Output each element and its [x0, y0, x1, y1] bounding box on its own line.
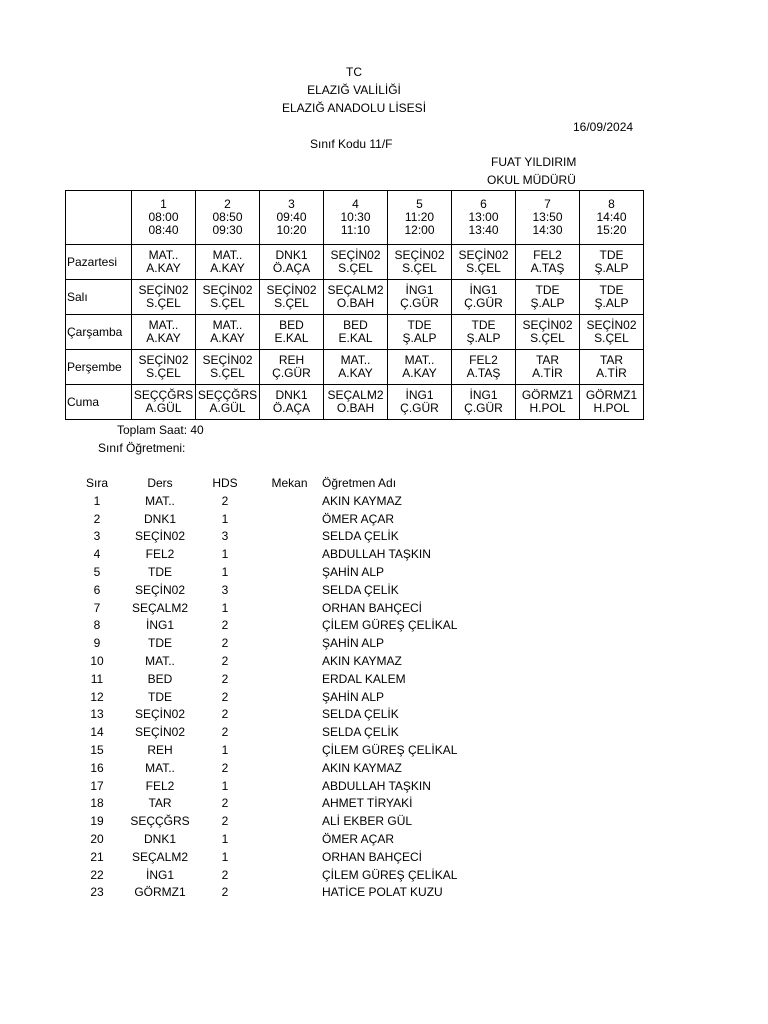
lesson-subject: İNG1: [405, 388, 434, 402]
lesson-list-sira: 14: [90, 725, 104, 740]
lesson-teacher: A.KAY: [146, 331, 181, 345]
lesson-cell: [580, 385, 644, 420]
period-end: 15:20: [596, 223, 627, 237]
lesson-list-sira: 6: [93, 582, 101, 597]
lesson-list-ders: SEÇALM2: [131, 849, 189, 864]
lesson-teacher: S.ÇEL: [530, 331, 565, 345]
lesson-cell: [324, 315, 388, 350]
lesson-teacher: E.KAL: [338, 331, 373, 345]
period-end: 13:40: [468, 223, 499, 237]
lesson-cell: [132, 385, 196, 420]
lesson-list-sira: 18: [90, 796, 104, 811]
lesson-list-ders: GÖRMZ1: [134, 885, 186, 900]
period-num: 3: [288, 197, 295, 211]
lesson-list-hds: 3: [221, 582, 229, 597]
lesson-cell: [388, 245, 452, 280]
period-start: 13:00: [468, 210, 499, 224]
lesson-cell: [196, 245, 260, 280]
lesson-list-ogretmen: SELDA ÇELİK: [322, 707, 399, 722]
lesson-list-ogretmen: SELDA ÇELİK: [322, 582, 399, 597]
lesson-teacher: Ş.ALP: [530, 296, 565, 310]
lesson-list-hds: 2: [221, 725, 229, 740]
lesson-teacher: S.ÇEL: [402, 261, 437, 275]
lesson-cell: [260, 280, 324, 315]
lesson-list-row: [0, 778, 768, 796]
period-end: 09:30: [212, 223, 243, 237]
lesson-subject: İNG1: [469, 388, 498, 402]
lesson-cell: [516, 280, 580, 315]
lesson-list-ogretmen: ŞAHİN ALP: [322, 689, 385, 704]
lesson-list-ders: DNK1: [143, 831, 176, 846]
period-header-1: [132, 191, 196, 245]
lesson-subject: MAT..: [340, 353, 371, 367]
lesson-teacher: A.KAY: [210, 261, 245, 275]
lesson-list-ders: TDE: [148, 689, 172, 704]
lesson-teacher: A.TİR: [596, 366, 627, 380]
lesson-subject: MAT..: [212, 318, 243, 332]
period-num: 4: [352, 197, 359, 211]
lesson-teacher: S.ÇEL: [210, 296, 245, 310]
lesson-teacher: Ç.GÜR: [464, 296, 503, 310]
lesson-list-sira: 15: [90, 742, 104, 757]
lesson-list-hds: 2: [221, 707, 229, 722]
lesson-list-ogretmen: AKIN KAYMAZ: [322, 760, 402, 775]
lesson-cell: [260, 385, 324, 420]
timetable-row-1: [66, 280, 644, 315]
lesson-list-hds: 1: [221, 564, 229, 579]
class-code: Sınıf Kodu 11/F: [310, 137, 393, 151]
timetable-header-row: [66, 191, 644, 245]
lesson-teacher: A.KAY: [402, 366, 437, 380]
lesson-list-sira: 21: [90, 849, 104, 864]
lesson-subject: MAT..: [148, 248, 179, 262]
lesson-list-hds: 2: [221, 796, 229, 811]
lesson-cell: [580, 280, 644, 315]
timetable-row-4: [66, 385, 644, 420]
period-end: 14:30: [532, 223, 563, 237]
lesson-list-row: [0, 617, 768, 635]
lesson-cell: [260, 245, 324, 280]
lesson-list-sira: 9: [93, 636, 101, 651]
lesson-subject: SEÇİN02: [458, 248, 509, 262]
lesson-list-hds: 2: [221, 689, 229, 704]
lesson-subject: SEÇİN02: [266, 283, 317, 297]
lesson-list-row: [0, 724, 768, 742]
lesson-list-ders: İNG1: [145, 618, 174, 633]
weekly-timetable: [65, 190, 644, 420]
lesson-teacher: S.ÇEL: [338, 261, 373, 275]
lesson-list-row: [0, 795, 768, 813]
lesson-subject: DNK1: [275, 248, 308, 262]
period-end: 08:40: [148, 223, 179, 237]
lesson-teacher: S.ÇEL: [210, 366, 245, 380]
lesson-cell: [580, 350, 644, 385]
period-num: 1: [160, 197, 167, 211]
lesson-subject: TAR: [535, 353, 560, 367]
lesson-list-ogretmen: AKIN KAYMAZ: [322, 653, 402, 668]
lesson-list-row: [0, 564, 768, 582]
period-start: 11:20: [404, 210, 435, 224]
lesson-list-ogretmen: HATİCE POLAT KUZU: [322, 885, 443, 900]
lesson-list-sira: 23: [90, 885, 104, 900]
lesson-list-ders: SEÇİN02: [134, 725, 186, 740]
lesson-list-sira: 20: [90, 831, 104, 846]
col-header-hds: HDS: [212, 476, 238, 490]
lesson-list-ders: SEÇİN02: [134, 529, 186, 544]
lesson-subject: GÖRMZ1: [521, 388, 574, 402]
header-line-valilik: ELAZIĞ VALİLİĞİ: [307, 83, 401, 97]
period-num: 2: [224, 197, 231, 211]
lesson-list-sira: 3: [93, 529, 101, 544]
lesson-subject: GÖRMZ1: [585, 388, 638, 402]
period-end: 10:20: [276, 223, 307, 237]
lesson-list-ogretmen: AKIN KAYMAZ: [322, 493, 402, 508]
lesson-list-hds: 2: [221, 493, 229, 508]
lesson-list-ogretmen: ÖMER AÇAR: [322, 831, 395, 846]
lesson-list-hds: 2: [221, 885, 229, 900]
lesson-subject: TDE: [535, 283, 560, 297]
lesson-list-ogretmen: AHMET TİRYAKİ: [322, 796, 413, 811]
lesson-subject: TDE: [407, 318, 432, 332]
lesson-list-row: [0, 653, 768, 671]
timetable-row-0: [66, 245, 644, 280]
day-label: Pazartesi: [66, 245, 132, 280]
lesson-cell: [388, 280, 452, 315]
lesson-list-ogretmen: ÇİLEM GÜREŞ ÇELİKAL: [322, 618, 458, 633]
lesson-list-header: [0, 475, 768, 493]
lesson-teacher: Ş.ALP: [594, 296, 629, 310]
lesson-cell: [132, 315, 196, 350]
lesson-list-row: [0, 600, 768, 618]
lesson-cell: [452, 350, 516, 385]
period-start: 08:50: [212, 210, 243, 224]
lesson-teacher: A.TAŞ: [530, 261, 565, 275]
lesson-list-ders: DNK1: [143, 511, 176, 526]
timetable-corner-cell: [66, 191, 132, 245]
lesson-subject: SEÇİN02: [330, 248, 381, 262]
lesson-subject: SEÇÇĞRS: [197, 388, 258, 402]
lesson-list-sira: 10: [90, 653, 104, 668]
lesson-list-row: [0, 831, 768, 849]
period-header-8: [580, 191, 644, 245]
lesson-list-hds: 3: [221, 529, 229, 544]
total-hours: Toplam Saat: 40: [117, 423, 204, 437]
lesson-subject: TDE: [471, 318, 496, 332]
day-label: Perşembe: [66, 350, 132, 385]
lesson-cell: [452, 385, 516, 420]
lesson-cell: [196, 385, 260, 420]
lesson-list-row: [0, 528, 768, 546]
lesson-subject: FEL2: [469, 353, 498, 367]
lesson-subject: SEÇİN02: [138, 283, 189, 297]
lesson-teacher: S.ÇEL: [274, 296, 309, 310]
day-label: Cuma: [66, 385, 132, 420]
period-header-5: [388, 191, 452, 245]
lesson-subject: TDE: [599, 283, 624, 297]
lesson-list-ders: TDE: [148, 564, 172, 579]
period-header-2: [196, 191, 260, 245]
lesson-list-hds: 1: [221, 778, 229, 793]
lesson-subject: SEÇİN02: [138, 353, 189, 367]
period-num: 7: [544, 197, 551, 211]
lesson-cell: [324, 245, 388, 280]
lesson-teacher: Ş.ALP: [402, 331, 437, 345]
lesson-list-sira: 7: [93, 600, 101, 615]
lesson-cell: [196, 315, 260, 350]
lesson-list-ders: FEL2: [145, 778, 175, 793]
period-header-4: [324, 191, 388, 245]
lesson-list-row: [0, 689, 768, 707]
lesson-list-ders: SEÇİN02: [134, 707, 186, 722]
lesson-cell: [324, 350, 388, 385]
lesson-list-sira: 22: [90, 867, 104, 882]
lesson-cell: [516, 350, 580, 385]
lesson-teacher: A.TİR: [532, 366, 563, 380]
lesson-list-row: [0, 849, 768, 867]
lesson-list-ders: REH: [147, 742, 173, 757]
lesson-list-ogretmen: ÖMER AÇAR: [322, 511, 395, 526]
lesson-list-row: [0, 867, 768, 885]
lesson-subject: SEÇİN02: [202, 283, 253, 297]
document-date: 16/09/2024: [573, 120, 634, 134]
lesson-list-sira: 11: [90, 671, 104, 686]
lesson-list-ogretmen: ABDULLAH TAŞKIN: [322, 778, 431, 793]
lesson-teacher: Ö.AÇA: [272, 261, 311, 275]
lesson-list-sira: 4: [93, 547, 101, 562]
lesson-teacher: S.ÇEL: [146, 296, 181, 310]
header-line-tc: TC: [346, 65, 362, 79]
lesson-cell: [132, 280, 196, 315]
lesson-list-sira: 13: [90, 707, 104, 722]
lesson-list-ders: FEL2: [145, 547, 175, 562]
lesson-teacher: A.KAY: [338, 366, 373, 380]
lesson-subject: SEÇALM2: [327, 388, 384, 402]
lesson-list-ogretmen: ÇİLEM GÜREŞ ÇELİKAL: [322, 742, 458, 757]
lesson-subject: FEL2: [533, 248, 562, 262]
lesson-cell: [196, 350, 260, 385]
lesson-list-hds: 2: [221, 867, 229, 882]
period-start: 09:40: [276, 210, 307, 224]
lesson-list-hds: 2: [221, 618, 229, 633]
lesson-teacher: A.GÜL: [209, 401, 246, 415]
lesson-list: [0, 475, 768, 902]
col-header-ders: Ders: [147, 476, 173, 490]
lesson-list-row: [0, 635, 768, 653]
lesson-teacher: Ç.GÜR: [400, 296, 439, 310]
timetable-row-2: [66, 315, 644, 350]
lesson-list-ogretmen: ŞAHİN ALP: [322, 636, 385, 651]
lesson-list-sira: 1: [93, 493, 101, 508]
lesson-teacher: E.KAL: [274, 331, 309, 345]
lesson-list-row: [0, 742, 768, 760]
lesson-list-hds: 1: [221, 849, 229, 864]
period-start: 10:30: [340, 210, 371, 224]
lesson-list-row: [0, 546, 768, 564]
lesson-subject: TDE: [599, 248, 624, 262]
period-num: 8: [608, 197, 615, 211]
lesson-subject: SEÇÇĞRS: [133, 388, 194, 402]
lesson-cell: [324, 385, 388, 420]
period-start: 13:50: [532, 210, 563, 224]
lesson-list-hds: 1: [221, 511, 229, 526]
lesson-subject: BED: [279, 318, 304, 332]
lesson-list-ders: BED: [147, 671, 173, 686]
lesson-subject: DNK1: [275, 388, 308, 402]
lesson-list-hds: 1: [221, 547, 229, 562]
lesson-list-hds: 1: [221, 831, 229, 846]
principal-name: FUAT YILDIRIM: [491, 155, 577, 169]
lesson-teacher: Ç.GÜR: [272, 366, 311, 380]
lesson-list-ogretmen: ÇİLEM GÜREŞ ÇELİKAL: [322, 867, 458, 882]
lesson-teacher: A.TAŞ: [466, 366, 501, 380]
lesson-teacher: Ş.ALP: [466, 331, 501, 345]
lesson-list-hds: 1: [221, 600, 229, 615]
lesson-list-ders: TDE: [148, 636, 172, 651]
lesson-cell: [516, 315, 580, 350]
lesson-cell: [516, 385, 580, 420]
lesson-list-ders: MAT..: [145, 760, 175, 775]
lesson-list-sira: 5: [93, 564, 101, 579]
lesson-cell: [132, 245, 196, 280]
lesson-subject: İNG1: [469, 283, 498, 297]
lesson-cell: [260, 315, 324, 350]
lesson-teacher: O.BAH: [336, 401, 375, 415]
period-header-6: [452, 191, 516, 245]
period-end: 11:10: [340, 223, 371, 237]
lesson-list-row: [0, 706, 768, 724]
lesson-teacher: Ç.GÜR: [464, 401, 503, 415]
lesson-list-sira: 2: [93, 511, 101, 526]
lesson-list-hds: 2: [221, 814, 229, 829]
lesson-teacher: H.POL: [529, 401, 566, 415]
lesson-list-ders: SEÇÇĞRS: [130, 814, 190, 829]
lesson-list-ogretmen: ALİ EKBER GÜL: [322, 814, 413, 829]
lesson-cell: [388, 315, 452, 350]
class-teacher-label: Sınıf Öğretmeni:: [98, 441, 186, 455]
lesson-list-ders: MAT..: [145, 493, 175, 508]
period-header-3: [260, 191, 324, 245]
lesson-subject: TAR: [599, 353, 624, 367]
lesson-subject: MAT..: [148, 318, 179, 332]
period-end: 12:00: [404, 223, 435, 237]
lesson-teacher: S.ÇEL: [466, 261, 501, 275]
lesson-subject: SEÇİN02: [394, 248, 445, 262]
lesson-cell: [516, 245, 580, 280]
lesson-list-ders: SEÇALM2: [131, 600, 189, 615]
lesson-list-sira: 17: [90, 778, 104, 793]
header-line-school: ELAZIĞ ANADOLU LİSESİ: [281, 101, 427, 115]
lesson-list-ogretmen: ORHAN BAHÇECİ: [322, 849, 423, 864]
lesson-list-sira: 8: [93, 618, 101, 633]
lesson-list-row: [0, 511, 768, 529]
lesson-cell: [132, 350, 196, 385]
lesson-teacher: S.ÇEL: [594, 331, 629, 345]
lesson-list-row: [0, 493, 768, 511]
lesson-list-sira: 19: [90, 814, 104, 829]
lesson-subject: SEÇİN02: [202, 353, 253, 367]
lesson-list-row: [0, 884, 768, 902]
lesson-cell: [452, 245, 516, 280]
lesson-list-sira: 16: [90, 760, 104, 775]
lesson-list-hds: 2: [221, 760, 229, 775]
day-label: Salı: [66, 280, 132, 315]
col-header-sira: Sıra: [85, 476, 108, 490]
period-start: 14:40: [596, 210, 627, 224]
principal-title: OKUL MÜDÜRÜ: [487, 173, 576, 187]
lesson-list-ogretmen: ORHAN BAHÇECİ: [322, 600, 423, 615]
lesson-cell: [580, 245, 644, 280]
lesson-list-hds: 1: [221, 742, 229, 757]
lesson-list-sira: 12: [90, 689, 104, 704]
lesson-cell: [196, 280, 260, 315]
lesson-cell: [388, 350, 452, 385]
lesson-teacher: O.BAH: [336, 296, 375, 310]
period-num: 5: [416, 197, 423, 211]
lesson-subject: MAT..: [212, 248, 243, 262]
period-num: 6: [480, 197, 487, 211]
lesson-list-ogretmen: ŞAHİN ALP: [322, 564, 385, 579]
lesson-list-ogretmen: ERDAL KALEM: [322, 671, 406, 686]
lesson-teacher: Ç.GÜR: [400, 401, 439, 415]
lesson-cell: [580, 315, 644, 350]
lesson-teacher: A.KAY: [146, 261, 181, 275]
lesson-list-row: [0, 582, 768, 600]
lesson-cell: [388, 385, 452, 420]
lesson-list-ogretmen: ABDULLAH TAŞKIN: [322, 547, 431, 562]
lesson-list-ders: İNG1: [145, 867, 174, 882]
lesson-list-ogretmen: SELDA ÇELİK: [322, 725, 399, 740]
lesson-subject: SEÇİN02: [522, 318, 573, 332]
lesson-list-ders: TAR: [148, 796, 172, 811]
lesson-list-hds: 2: [221, 671, 229, 686]
lesson-teacher: H.POL: [593, 401, 630, 415]
lesson-subject: SEÇİN02: [586, 318, 637, 332]
lesson-teacher: A.GÜL: [145, 401, 182, 415]
lesson-teacher: A.KAY: [210, 331, 245, 345]
lesson-teacher: Ö.AÇA: [272, 401, 311, 415]
lesson-teacher: Ş.ALP: [594, 261, 629, 275]
lesson-list-hds: 2: [221, 636, 229, 651]
lesson-list-row: [0, 671, 768, 689]
lesson-list-hds: 2: [221, 653, 229, 668]
lesson-cell: [324, 280, 388, 315]
lesson-subject: MAT..: [404, 353, 435, 367]
col-header-ogretmen: Öğretmen Adı: [322, 476, 397, 490]
timetable-row-3: [66, 350, 644, 385]
lesson-cell: [452, 315, 516, 350]
lesson-subject: İNG1: [405, 283, 434, 297]
lesson-teacher: S.ÇEL: [146, 366, 181, 380]
lesson-subject: SEÇALM2: [327, 283, 384, 297]
lesson-subject: BED: [343, 318, 368, 332]
lesson-cell: [452, 280, 516, 315]
lesson-list-ogretmen: SELDA ÇELİK: [322, 529, 399, 544]
col-header-mekan: Mekan: [271, 476, 308, 490]
lesson-list-row: [0, 760, 768, 778]
lesson-list-row: [0, 813, 768, 831]
lesson-cell: [260, 350, 324, 385]
period-start: 08:00: [148, 210, 179, 224]
lesson-list-ders: MAT..: [145, 653, 175, 668]
lesson-list-ders: SEÇİN02: [134, 582, 186, 597]
lesson-subject: REH: [278, 353, 305, 367]
period-header-7: [516, 191, 580, 245]
day-label: Çarşamba: [66, 315, 132, 350]
